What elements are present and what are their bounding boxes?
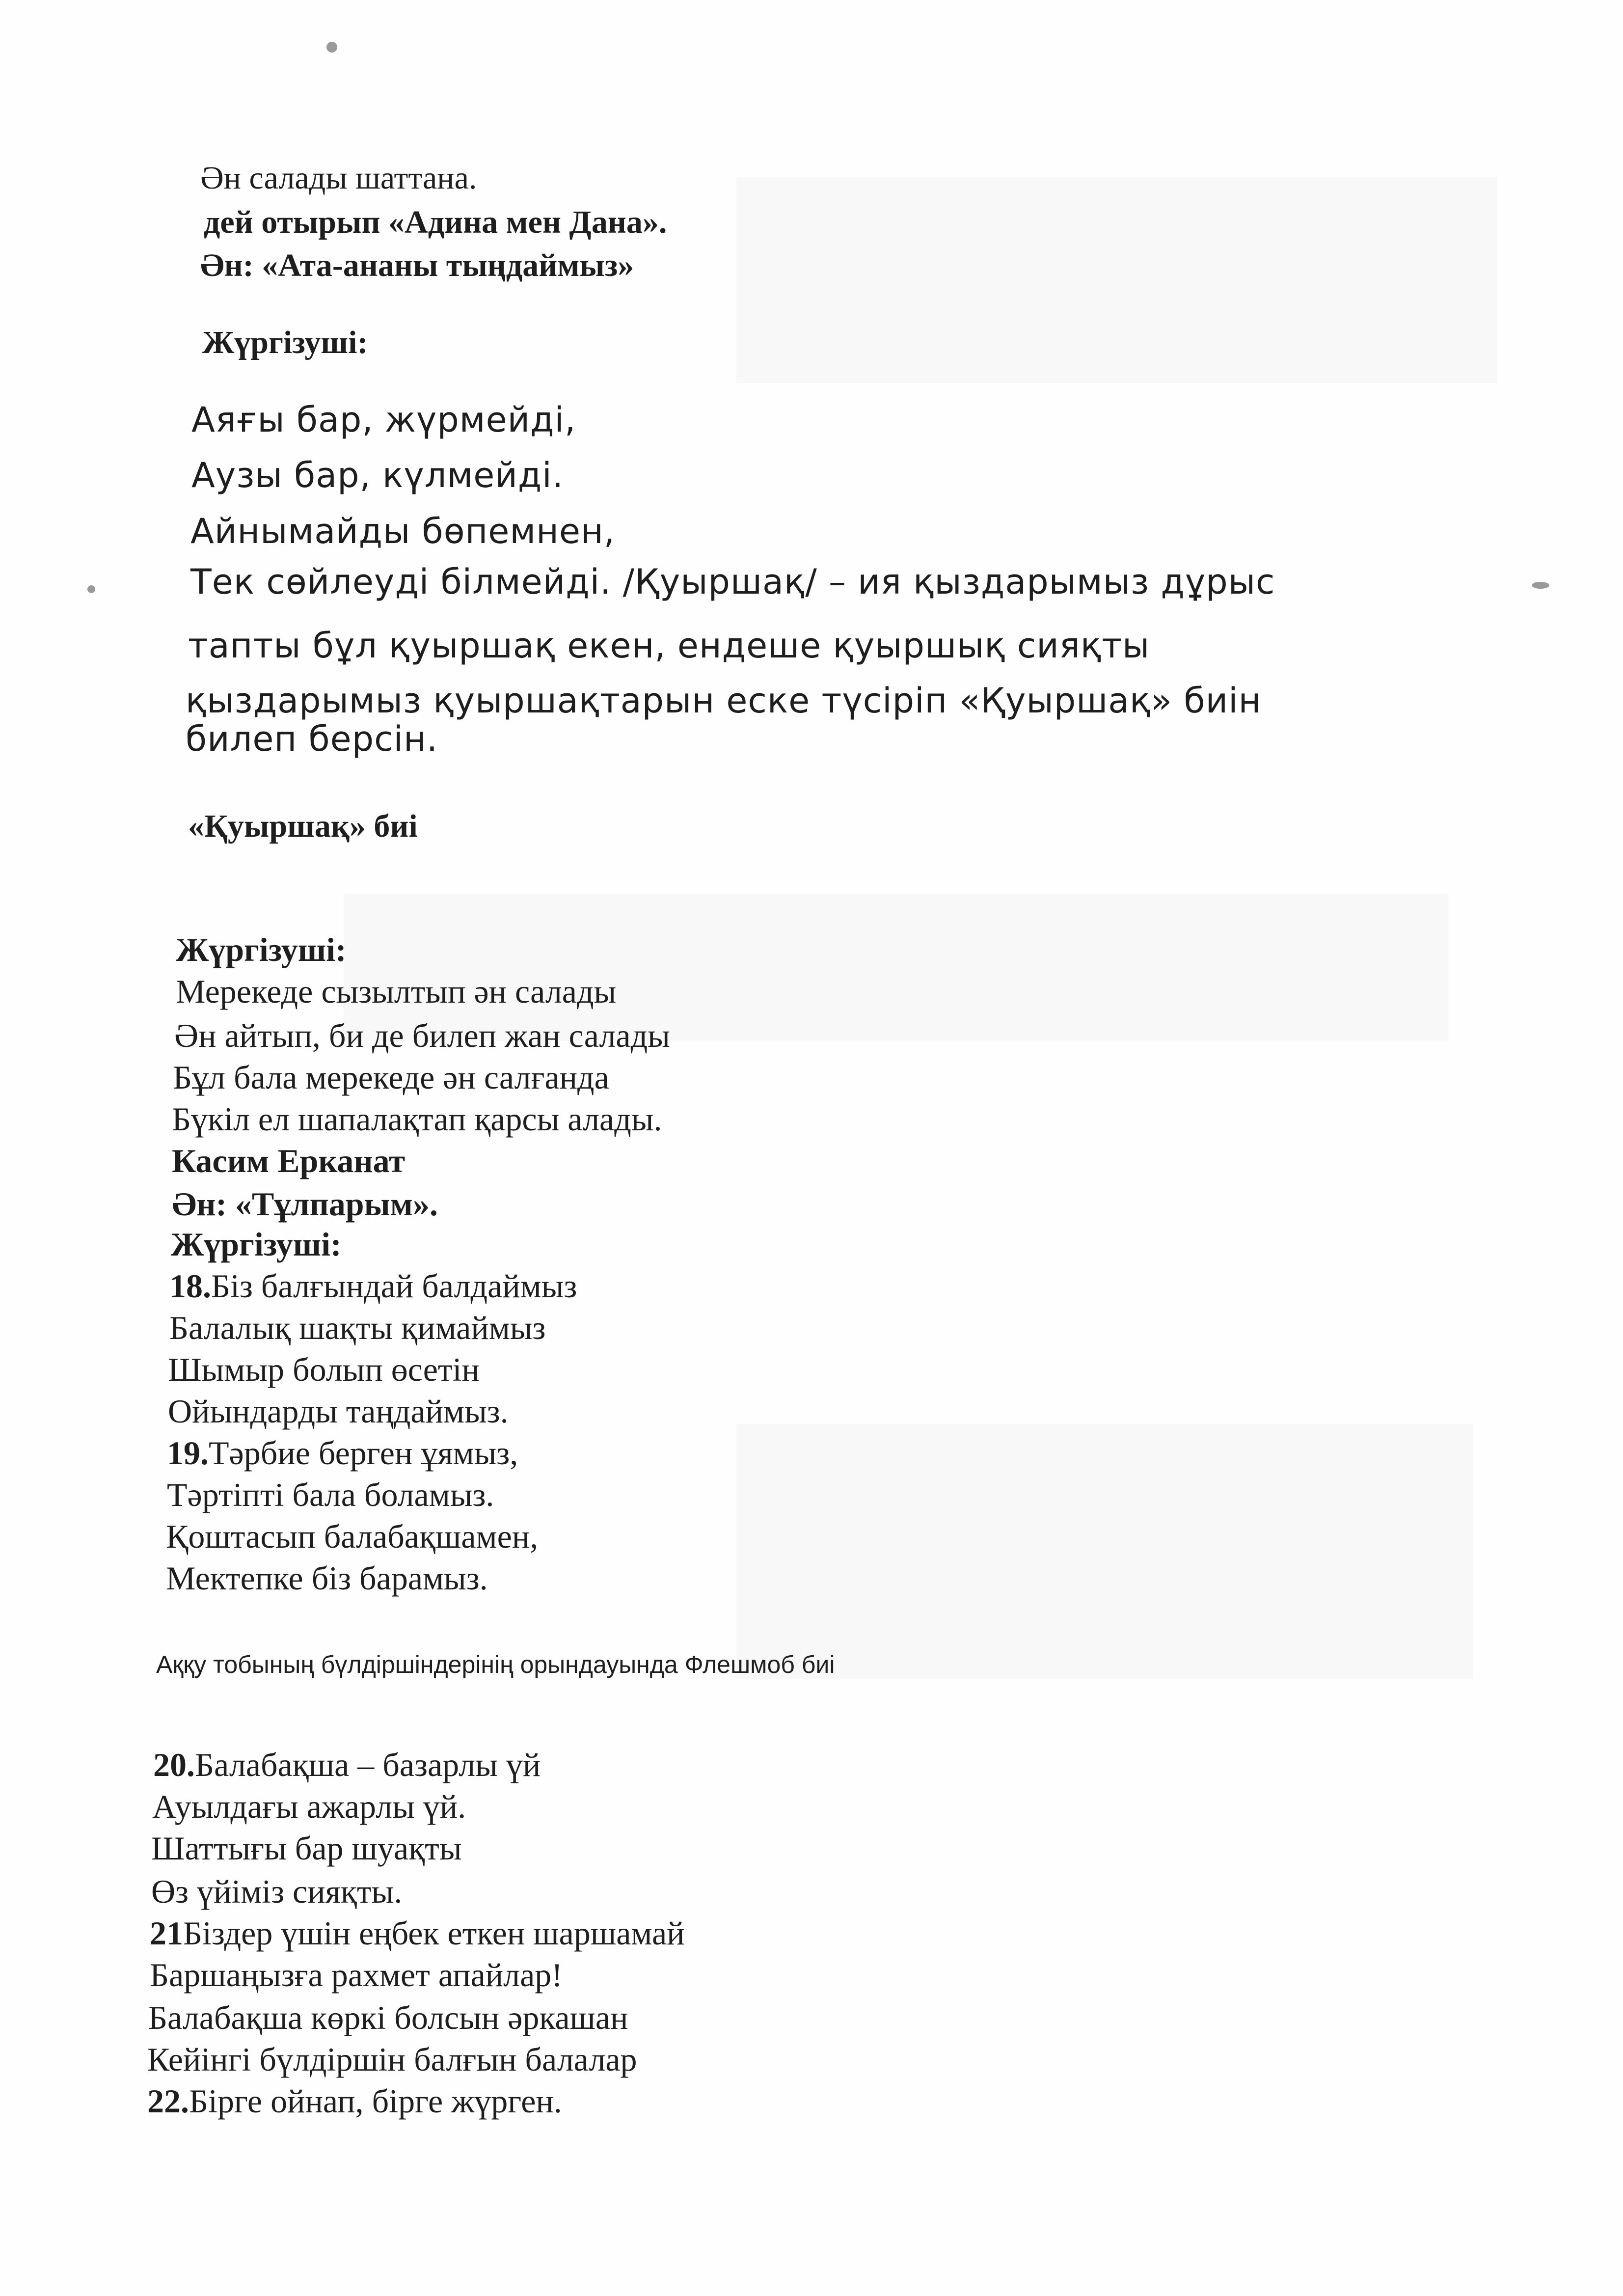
poem-line: Ән айтып, би де билеп жан салады [174,1017,670,1054]
intro-line: Ән салады шаттана. [200,160,477,196]
verse-line: Баршаңызға рахмет апайлар! [150,1956,563,1994]
scan-speck [1532,582,1549,589]
verse-text: Тәрбие берген ұямыз, [209,1434,518,1472]
verse-line: Тәртіпті бала боламыз. [167,1476,494,1513]
riddle-line: Аяғы бар, жүрмейді, [191,400,576,440]
riddle-line: Тек сөйлеуді білмейді. /Қуыршақ/ – ия қыздарымыз дұрыс [190,562,1275,602]
intro-song-title: Ән: «Ата-ананы тыңдаймыз» [200,247,634,283]
verse-number: 20. [153,1746,195,1783]
verse-line [169,1269,577,1303]
scan-shading-lower [736,1424,1473,1679]
verse-line: Мектепке біз барамыз. [166,1559,488,1597]
verse-text: Бірге ойнап, бірге жүрген. [189,2082,562,2120]
poem-line: Мерекеде сызылтып ән салады [176,973,617,1010]
riddle-line: Аузы бар, күлмейді. [191,455,564,495]
dance-note: Аққу тобының бүлдіршіндерінің орындауында Флешмоб биі [156,1651,835,1678]
verse-text: Біздер үшін еңбек еткен шаршамай [183,1914,685,1952]
scan-shading-top [736,177,1497,383]
verse-number: 19. [167,1434,209,1472]
song-title: Ән: «Тұлпарым». [172,1185,438,1223]
scan-speck [87,585,95,593]
poem-line: Бүкіл ел шапалақтап қарсы алады. [172,1100,662,1138]
verse-line: Қоштасып балабақшамен, [166,1518,539,1555]
dance-title: «Қуыршақ» биі [188,808,418,844]
verse-number: 22. [147,2082,189,2120]
verse-line: Ауылдағы ажарлы үй. [152,1788,466,1825]
host-heading: Жүргізуші: [171,1226,342,1263]
riddle-line: қыздарымыз қуыршақтарын еске түсіріп «Қуыршақ» биін [186,681,1262,721]
verse-number: 18. [169,1267,211,1305]
verse-line: Шаттығы бар шуақты [151,1830,462,1867]
verse-number: 21 [150,1914,183,1952]
verse-line: Өз үйіміз сияқты. [151,1873,403,1910]
verse-line [153,1748,541,1781]
verse-line: Балалық шақты қимаймыз [169,1309,546,1346]
verse-text: Балабақша – базарлы үй [195,1746,541,1783]
verse-line: Ойындарды таңдаймыз. [168,1393,509,1430]
verse-line: Кейінгі бүлдіршін балғын балалар [147,2041,637,2078]
poem-line: Бұл бала мерекеде ән салғанда [173,1059,609,1096]
riddle-line: Айнымайды бөпемнен, [190,511,616,551]
intro-performers: дей отырып «Адина мен Дана». [204,204,667,240]
scan-speck [326,42,337,53]
riddle-line: билеп берсін. [186,719,438,759]
verse-text: Біз балғындай балдаймыз [211,1267,577,1305]
verse-line [150,1916,685,1950]
performer-name: Касим Ерканат [172,1142,406,1179]
verse-line [147,2084,562,2118]
host-heading: Жүргізуші: [202,325,368,360]
riddle-line: тапты бұл қуыршақ екен, ендеше қуыршық сияқты [188,626,1150,666]
verse-line: Балабақша көркі болсын әркашан [148,1999,628,2036]
verse-line: Шымыр болып өсетін [168,1351,480,1388]
host-heading: Жүргізуші: [176,931,347,968]
verse-line [167,1436,518,1470]
